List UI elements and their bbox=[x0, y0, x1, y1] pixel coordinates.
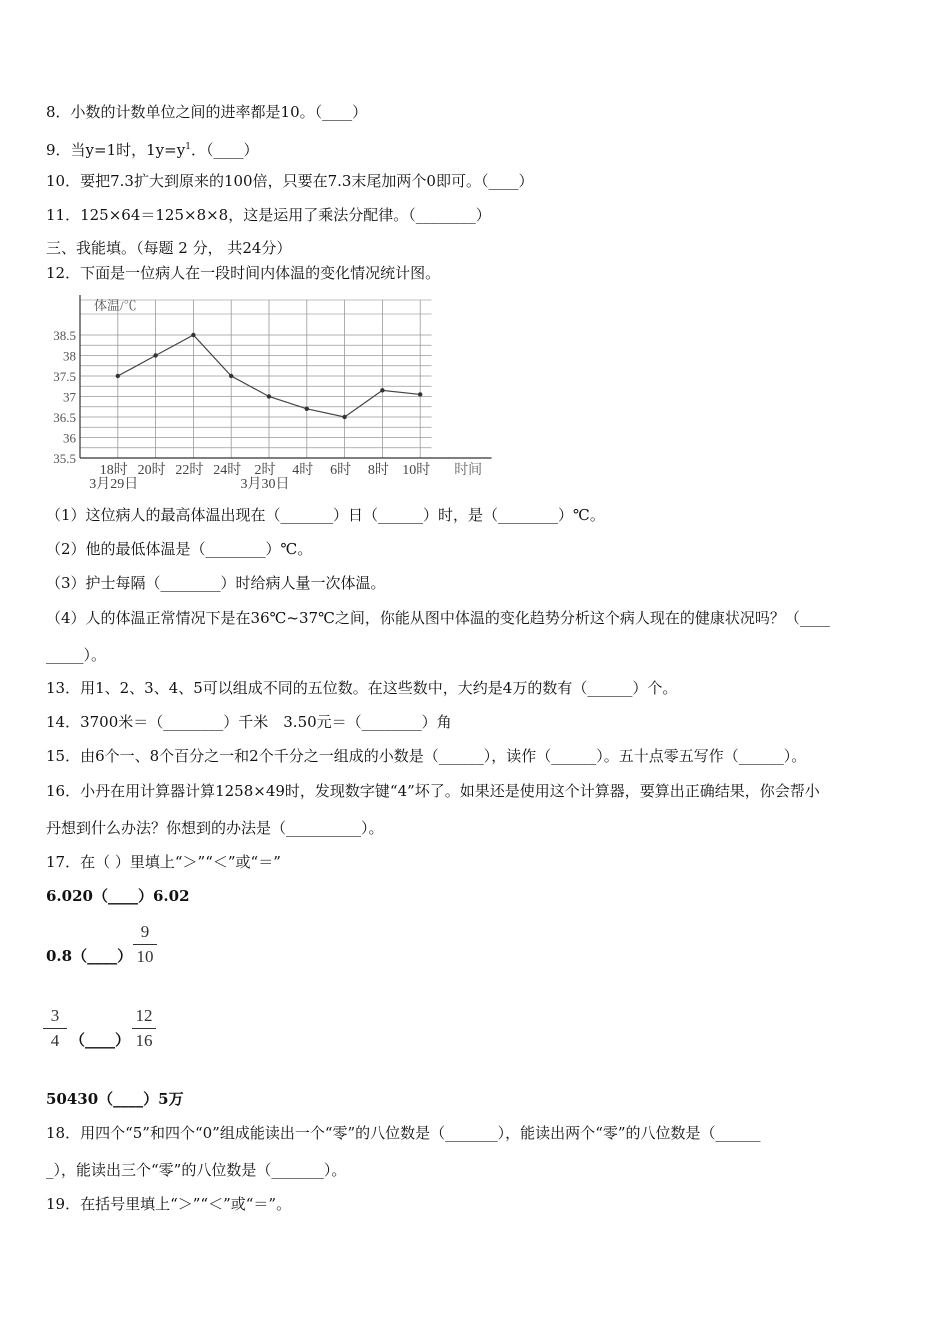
question-15: 15．由6个一、8个百分之一和2个千分之一组成的小数是（______），读作（______）。五十点零五写作（______）。 bbox=[46, 747, 807, 765]
question-17-item-4: 50430（____）5万 bbox=[46, 1090, 184, 1108]
x-tick-label: 22时 bbox=[175, 463, 204, 478]
q9-text-end: ．（____） bbox=[190, 141, 259, 159]
fraction-9-10 bbox=[131, 921, 159, 968]
fraction-bar bbox=[132, 1028, 156, 1029]
x-tick-label: 10时 bbox=[402, 463, 431, 478]
section-3-heading: 三、我能填。（每题 2 分， 共24分） bbox=[46, 239, 292, 257]
question-18-cont: _），能读出三个“零”的八位数是（_______）。 bbox=[46, 1161, 347, 1179]
data-point bbox=[229, 374, 233, 378]
temperature-chart bbox=[40, 290, 500, 500]
data-point bbox=[342, 415, 346, 419]
fraction-12-16 bbox=[130, 1005, 158, 1052]
question-16-cont: 丹想到什么办法？你想到的办法是（__________）。 bbox=[46, 819, 384, 837]
question-14: 14．3700米＝（________）千米 3.50元＝（________）角 bbox=[46, 713, 452, 731]
question-17-item-1: 6.020（____）6.02 bbox=[46, 887, 190, 905]
data-point bbox=[191, 333, 195, 337]
fraction-numerator: 3 bbox=[50, 1006, 60, 1025]
fraction-3-4 bbox=[41, 1005, 69, 1052]
y-tick-label: 35.5 bbox=[53, 451, 76, 466]
question-17-item-3: （____） bbox=[70, 1031, 131, 1049]
question-10: 10．要把7.3扩大到原来的100倍，只要在7.3末尾加两个0即可。（____） bbox=[46, 172, 534, 190]
y-tick-label: 36.5 bbox=[53, 410, 76, 425]
question-17-item-2: 0.8（____） bbox=[46, 947, 133, 965]
date-label: 3月29日 bbox=[89, 477, 139, 492]
x-tick-label: 18时 bbox=[99, 463, 128, 478]
question-16: 16．小丹在用计算器计算1258×49时，发现数字键“4”坏了。如果还是使用这个计算器，要算出正确结果，你会帮小 bbox=[46, 782, 820, 800]
fraction-bar bbox=[43, 1028, 67, 1029]
fraction-denominator: 10 bbox=[136, 947, 154, 966]
x-tick-label: 4时 bbox=[292, 463, 314, 478]
q9-superscript: 1 bbox=[185, 142, 191, 152]
data-point bbox=[267, 394, 271, 398]
question-17: 17．在（ ）里填上“＞”“＜”或“＝” bbox=[46, 853, 281, 871]
x-axis-label: 时间 bbox=[454, 463, 483, 478]
y-axis-label: 体温/℃ bbox=[94, 298, 137, 313]
question-19: 19．在括号里填上“＞”“＜”或“＝”。 bbox=[46, 1195, 292, 1213]
data-point bbox=[305, 407, 309, 411]
data-point bbox=[116, 374, 120, 378]
question-9 bbox=[46, 137, 258, 160]
date-label: 3月30日 bbox=[240, 477, 290, 492]
fraction-bar bbox=[133, 944, 157, 945]
data-point bbox=[418, 392, 422, 396]
x-tick-label: 8时 bbox=[367, 463, 389, 478]
question-12-2: （2）他的最低体温是（________）℃。 bbox=[46, 540, 313, 558]
question-12-3: （3）护士每隔（________）时给病人量一次体温。 bbox=[46, 574, 386, 592]
x-tick-label: 20时 bbox=[137, 463, 166, 478]
x-tick-label: 24时 bbox=[213, 463, 242, 478]
fraction-denominator: 4 bbox=[50, 1031, 60, 1050]
question-8: 8．小数的计数单位之间的进率都是10。（____） bbox=[46, 103, 368, 121]
question-13: 13．用1、2、3、4、5可以组成不同的五位数。在这些数中，大约是4万的数有（______）个。 bbox=[46, 679, 678, 697]
y-tick-label: 38 bbox=[63, 348, 76, 364]
fraction-numerator: 9 bbox=[140, 922, 150, 941]
question-11: 11．125×64＝125×8×8，这是运用了乘法分配律。（________） bbox=[46, 206, 491, 224]
fraction-denominator: 16 bbox=[135, 1031, 153, 1050]
y-tick-label: 37 bbox=[63, 389, 76, 405]
y-tick-label: 36 bbox=[63, 430, 76, 446]
question-12-1: （1）这位病人的最高体温出现在（_______）日（______）时，是（________）℃。 bbox=[46, 506, 605, 524]
data-point bbox=[380, 388, 384, 392]
data-point bbox=[153, 353, 157, 357]
question-12-4: （4）人的体温正常情况下是在36℃~37℃之间，你能从图中体温的变化趋势分析这个病人现在的健康状况吗？（____ bbox=[46, 609, 830, 627]
q9-text: 9．当y=1时，1y=y bbox=[46, 141, 186, 159]
question-12-4-cont: _____）。 bbox=[46, 646, 107, 664]
question-18: 18．用四个“5”和四个“0”组成能读出一个“零”的八位数是（_______），能读出两个“零”的八位数是（______ bbox=[46, 1124, 761, 1142]
y-tick-label: 37.5 bbox=[53, 369, 76, 384]
fraction-numerator: 12 bbox=[135, 1006, 153, 1025]
x-tick-label: 2时 bbox=[254, 463, 276, 478]
y-tick-label: 38.5 bbox=[53, 328, 76, 343]
x-tick-label: 6时 bbox=[330, 463, 352, 478]
question-12: 12．下面是一位病人在一段时间内体温的变化情况统计图。 bbox=[46, 264, 441, 282]
